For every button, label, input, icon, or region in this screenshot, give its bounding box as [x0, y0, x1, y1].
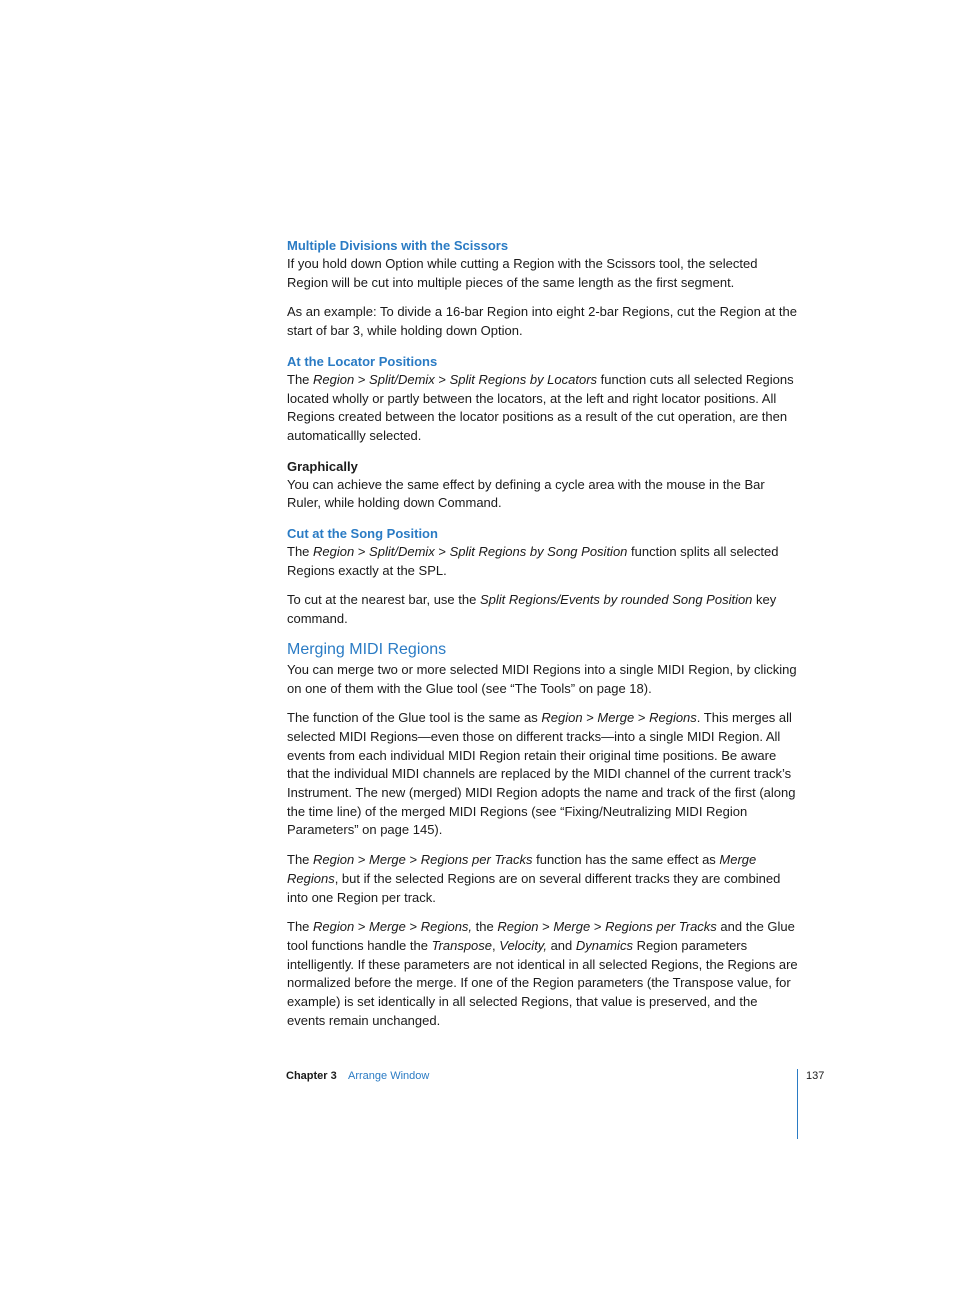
paragraph-example: As an example: To divide a 16-bar Region into eight 2-bar Regions, cut the Region at the start of bar 3, while holding down Option. — [287, 304, 797, 339]
paragraph-scissors-option: If you hold down Option while cutting a Region with the Scissors tool, the selected Region will be cut into multiple pieces of the same length as the first segment. — [287, 256, 758, 290]
page-content — [287, 236, 799, 1031]
footer-divider — [797, 1069, 798, 1139]
paragraph-glue-function: The function of the Glue tool is the same as Region > Merge > Regions. This merges all selected MIDI Regions—even those on different tracks—into a single MIDI Region. All events from each individual MIDI Region retain their original time positions. Be aware that the individual MIDI channels are replaced by the MIDI channel of the current track’s Instrument. The new (merged) MIDI Region adopts the name and track of the first (along the time line) of the merged MIDI Regions (see “Fixing/Neutralizing MIDI Region Parameters” on page 145). — [287, 710, 796, 838]
footer-page-number: 137 — [806, 1070, 825, 1082]
footer-chapter: Chapter 3 — [286, 1070, 337, 1082]
heading-song-position: Cut at the Song Position — [287, 526, 438, 542]
paragraph-merge-glue: You can merge two or more selected MIDI Regions into a single MIDI Region, by clicking on one of them with the Glue tool (see “The Tools” on page 18). — [287, 661, 797, 696]
paragraph-graphically: You can achieve the same effect by defining a cycle area with the mouse in the Bar Ruler, while holding down Command. — [287, 476, 765, 511]
paragraph-song-position: The Region > Split/Demix > Split Regions by Song Position function splits all selected Regions exactly at the SPL. — [287, 544, 779, 578]
heading-multiple-divisions: Multiple Divisions with the Scissors — [287, 238, 509, 253]
paragraph-regions-per-tracks: The Region > Merge > Regions per Tracks function has the same effect as Merge Regions, but if the selected Regions are on several different tracks they are combined into one Region per track. — [287, 852, 781, 905]
paragraph-nearest-bar: To cut at the nearest bar, use the Split Regions/Events by rounded Song Position key command. — [287, 592, 777, 627]
heading-graphically: Graphically — [287, 458, 358, 474]
heading-merging-midi-regions: Merging MIDI Regions — [287, 640, 447, 658]
paragraph-locators: The Region > Split/Demix > Split Regions by Locators function cuts all selected Regions located wholly or partly between the locators, at the left and right locator positions. All Regions created between the locator positions as a result of the cut operation, are then automaticallly selected. — [287, 371, 794, 443]
heading-locator-positions: At the Locator Positions — [287, 353, 438, 369]
footer-chapter-title: Arrange Window — [348, 1070, 430, 1082]
paragraph-parameters: The Region > Merge > Regions, the Region > Merge > Regions per Tracks and the Glue tool functions handle the Transpose, Velocity, and Dynamics Region parameters intelligently. If these parameters are not identical in all selected Regions, the Regions are normalized before the merge. If one of the Region parameters (the Transpose value, for example) is set identically in all selected Regions, that value is preserved, and the events remain unchanged. — [287, 919, 798, 1028]
